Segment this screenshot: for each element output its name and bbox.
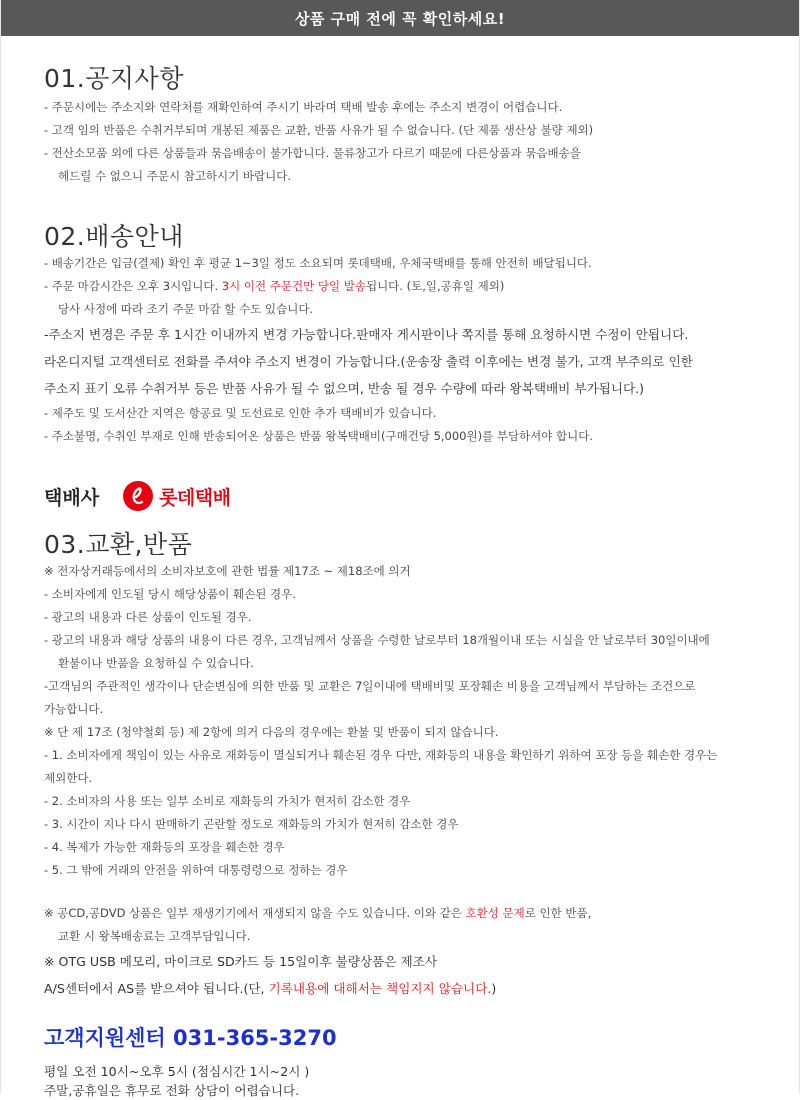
cd-notice-post: 로 인한 반품, <box>524 906 592 920</box>
shipping-line-5: 라온디지털 고객센터로 전화를 주셔야 주소지 변경이 가능합니다.(운송장 출력 이후에는 변경 불가, 고객 부주의로 인한 <box>44 354 693 369</box>
cs-title: 고객지원센터 031-365-3270 <box>44 1026 337 1050</box>
courier-row <box>44 476 799 516</box>
lotte-logo-icon <box>123 481 153 511</box>
shipping-line-6: 주소지 표기 오류 수취거부 등은 반품 사유가 될 수 없으며, 반송 될 경우 수량에 따라 왕복택배비 부가됩니다.) <box>44 381 645 396</box>
exchange-line-13: - 4. 복제가 가능한 재화등의 포장을 훼손한 경우 <box>44 840 285 854</box>
cd-notice-line-1 <box>44 902 799 925</box>
shipping-line-7: - 제주도 및 도서산간 지역은 항공료 및 도선료로 인한 추가 택배비가 있습니다. <box>44 406 437 420</box>
exchange-line-10: 제외한다. <box>44 771 93 785</box>
exchange-title: 03.교환,반품 <box>44 530 193 559</box>
shipping-line-2-post: 됩니다. (토,일,공휴일 제외) <box>365 279 505 293</box>
lotte-logo <box>123 481 230 511</box>
exchange-line-5: 환불이나 반품을 요청하실 수 있습니다. <box>58 656 255 670</box>
exchange-line-12: - 3. 시간이 지나 다시 판매하기 곤란할 정도로 재화등의 가치가 현저히 감소한 경우 <box>44 817 459 831</box>
otg-notice-post: ) <box>491 981 497 996</box>
courier-label: 택배사 <box>44 486 100 509</box>
shipping-line-4: -주소지 변경은 주문 후 1시간 이내까지 변경 가능합니다.판매자 게시판이나 쪽지를 통해 요청하시면 수정이 안됩니다. <box>44 327 689 342</box>
shipping-title: 02.배송안내 <box>44 222 184 251</box>
exchange-line-11: - 2. 소비자의 사용 또는 일부 소비로 재화등의 가치가 현저히 감소한 경우 <box>44 794 411 808</box>
notice-line-2: - 고객 임의 반품은 수취거부되며 개봉된 제품은 교환, 반품 사유가 될 수 없습니다. (단 제품 생산상 불량 제외) <box>44 123 594 137</box>
shipping-line-2-pre: - 주문 마감시간은 오후 3시입니다. <box>44 279 222 293</box>
otg-notice-line-2 <box>44 975 799 1002</box>
cs-weekend-note: 주말,공휴일은 휴무로 전화 상담이 어렵습니다. <box>44 1083 300 1098</box>
exchange-line-4: - 광고의 내용과 해당 상품의 내용이 다른 경우, 고객님께서 상품을 수령한 날로부터 18개월이내 또는 시실을 안 날로부터 30일이내에 <box>44 633 710 647</box>
exchange-line-8: ※ 단 제 17조 (청약철회 등) 제 2항에 의거 다음의 경우에는 환불 및 반품이 되지 않습니다. <box>44 725 499 739</box>
notice-line-3: - 전산소모품 외에 다른 상품들과 묶음배송이 불가합니다. 물류창고가 다르기 때문에 다른상품과 묶음배송을 <box>44 146 581 160</box>
exchange-line-14: - 5. 그 밖에 거래의 안전을 위하여 대통령령으로 정하는 경우 <box>44 863 348 877</box>
content <box>1 64 799 1100</box>
cd-notice-pre: ※ 공CD,공DVD 상품은 일부 재생기기에서 재생되지 않을 수도 있습니다. 이와 같은 <box>44 906 466 920</box>
same-day-notice: 3시 이전 주문건만 당일 발송 <box>221 279 366 293</box>
lotte-logo-text: 롯데택배 <box>159 486 231 509</box>
notice-title: 01.공지사항 <box>44 64 184 93</box>
notice-line-4: 헤드릴 수 없으니 주문시 참고하시기 바랍니다. <box>58 169 292 183</box>
top-banner: 상품 구매 전에 꼭 확인하세요! <box>1 0 799 36</box>
compatibility-notice: 호환성 문제 <box>465 906 525 920</box>
otg-notice-line-1: ※ OTG USB 메모리, 마이크로 SD카드 등 15일이후 불량상품은 제조사 <box>44 954 437 969</box>
exchange-line-2: - 소비자에게 인도될 당시 해당상품이 훼손된 경우. <box>44 587 296 601</box>
exchange-line-7: 가능합니다. <box>44 702 104 716</box>
cs-hours: 평일 오전 10시~오후 5시 (점심시간 1시~2시 ) <box>44 1064 310 1079</box>
shipping-section <box>44 222 799 448</box>
otg-notice-pre: A/S센터에서 AS를 받으셔야 됩니다.(단, <box>44 981 269 996</box>
shipping-line-3: 당사 사정에 따라 조기 주문 마감 할 수도 있습니다. <box>58 302 314 316</box>
exchange-line-6: -고객님의 주관적인 생각이나 단순변심에 의한 반품 및 교환은 7일이내에 택배비및 포장훼손 비용을 고객님께서 부담하는 조건으로 <box>44 679 696 693</box>
cd-notice-line-2: 교환 시 왕복배송료는 고객부담입니다. <box>58 929 251 943</box>
exchange-line-1: ※ 전자상거래등에서의 소비자보호에 관한 법률 제17조 ~ 제18조에 의거 <box>44 564 411 578</box>
exchange-line-9: - 1. 소비자에게 책임이 있는 사유로 재화등이 멸실되거나 훼손된 경우 다만, 재화등의 내용을 확인하기 위하여 포장 등을 훼손한 경우는 <box>44 748 718 762</box>
exchange-section <box>44 530 799 1002</box>
record-disclaimer: 기록내용에 대해서는 책임지지 않습니다. <box>268 981 492 996</box>
shipping-line-8: - 주소불명, 수취인 부재로 인해 반송되어온 상품은 반품 왕복택배비(구매건당 5,000원)를 부담하셔야 합니다. <box>44 429 594 443</box>
notice-line-1: - 주문시에는 주소지와 연락처를 재확인하여 주시기 바라며 택배 발송 후에는 주소지 변경이 어렵습니다. <box>44 100 563 114</box>
shipping-line-2 <box>44 275 799 298</box>
notice-section <box>44 64 799 188</box>
cs-section <box>44 1024 799 1100</box>
shipping-line-1: - 배송기간은 입금(결제) 확인 후 평균 1~3일 정도 소요되며 롯데택배, 우체국택배를 통해 안전히 배달됩니다. <box>44 256 592 270</box>
exchange-line-3: - 광고의 내용과 다른 상품이 인도될 경우. <box>44 610 252 624</box>
